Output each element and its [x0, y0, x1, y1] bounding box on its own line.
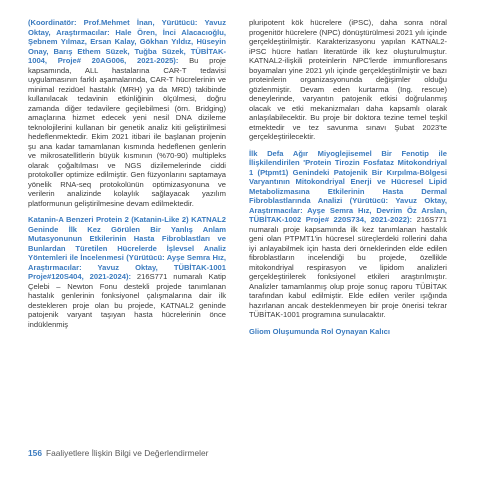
paragraph-heading: Katanin-A Benzeri Protein 2 (Katanin-Like 2) KATNAL2 Geninde İlk Kez Görülen Bir Yanlış Anlam Mutasyonunun Etkilerinin Hasta Fibroblastları ve Bunlardan Türetilen Hücrelerde İşlevsel Analiz Yöntemleri ile İncelenmesi (Yürütücü: Ayşe Semra Hız, Araştırmacılar: Yavuz Oktay, TÜBİTAK-1001 Proje#120S404, 2021-2024): — [28, 215, 226, 281]
paragraph-heading: (Koordinatör: Prof.Mehmet İnan, Yürütücü: Yavuz Oktay, Araştırmacılar: Hale Ören, İnci Alacacıoğlu, Şebnem Yılmaz, Ersan Kalay, Gökhan Yıldız, Hüseyin Onay, Barış Ethem Süzek, Tuğba Süzek, TÜBİTAK-1004, Proje# 20AG006, 2021-2025): — [28, 18, 226, 65]
paragraph-katnal2-continued — [249, 18, 447, 142]
paragraph-car-t-project — [28, 18, 226, 208]
page-footer — [28, 448, 208, 458]
paragraph-heading: İlk Defa Ağır Miyoglejisemel Bir Fenotip ile İlişkilendirilen 'Protein Tirozin Fosfataz Mitokondriyal 1 (Ptpmt1) Genindeki Patojenik Bir Kırpılma-Bölgesi Varyantının Mitokondriyal Enerji ve Hücresel Lipid Metabolizmasına Etkilerinin Hasta Dermal Fibroblastlarında Analizi (Yürütücü: Yavuz Oktay, Araştırmacılar: Ayşe Semra Hız, Devrim Öz Arslan, TÜBİTAK-1002 Proje# 220S734, 2021-2022): — [249, 148, 447, 224]
paragraph-heading: Gliom Oluşumunda Rol Oynayan Kalıcı — [249, 326, 390, 336]
left-column — [28, 18, 226, 336]
paragraph-glioma-project — [249, 327, 447, 337]
paragraph-katnal2-project — [28, 215, 226, 329]
paragraph-body: 216S771 numaralı proje kapsamında ilk kez tanımlanan hastalık geni olan PTPMT1'in hücresel süreçlerdeki rollerini daha iyi anlayabilmek için hasta deri örneklerinden elde edilen fibroblastların incelendiği bu projede, özellikle mitokondriyal respirasyon ve lipidom analizleri gerçekleştirilerek fonksiyonel etkileri araştırılmıştır. Analizler tamamlanmış olup proje sonuç raporu TÜBİTAK tarafından kabul edilmiştir. Elde edilen veriler ışığında hazırlanan ancak desteklenmeyen bir proje önerisi tekrar TÜBİTAK-1001 programına sunulacaktır. — [249, 215, 447, 319]
right-column — [249, 18, 447, 343]
paragraph-body: 216S771 numaralı Katip Çelebi – Newton Fonu destekli projede tanımlanan hastalık genlerinin fonksiyonel çalışmalarına dair ilk destekleren proje olan bu projede, KATNAL2 geninde patojenik varyant taşıyan hasta hücrelerinin önce indüklenmiş — [28, 272, 226, 329]
paragraph-ptpmt1-project — [249, 149, 447, 320]
page-number: 156 — [28, 448, 42, 458]
paragraph-body: Bu proje kapsamında, ALL hastalarına CAR-T tedavisi uygulamasının farklı aşamalarında, CAR-T hücrelerinin ve minimal rezidüel hastalık (MRH) ya da MRD) takibinde kullanılacak tedavinin etkinliğinin ölçülmesi, doğru zamanda diğer tedavilere geçilebilmesi (örn. Bridging) amaçlarına hizmet edecek yeni nesil DNA dizileme teknolojilerini kullanan bir genetik analiz kiti geliştirilmesi hedeflenmektedir. Ekim 2021 itibari ile başlanan projenin şu ana kadar tamamlanan kısmında hedeflenen genlerin ve mikrosatellitlerin büyük kısmının (%70-90) multipleks olarak çoğaltılması ve NGS dizilemelerinde ciddi protokoller optimize edilmiştir. Gen füzyonlarını saptamaya yönelik RNA-seq protokolünün optimizasyonuna ve verilerin analizinde kolaylık sağlayacak yazılım platformunun geliştirilmesine devam edilmektedir. — [28, 56, 226, 208]
footer-section-title: Faaliyetlere İlişkin Bilgi ve Değerlendirmeler — [45, 448, 209, 458]
paragraph-body: pluripotent kök hücrelere (iPSC), daha sonra nöral progenitör hücrelere (NPC) dönüştürülmesi 2021 yılı içinde gerçekleştirilmiştir. Karakterizasyonu yapılan KATNAL2-iPSC hücre hatları literatürde ilk kez oluşturulmuştur. KATNAL2-ilişkili proteinlerin NPC'lerde immunfloresans boyamaları yine 2021 yılı içinde gerçekleştirilmiştir ve bazı proteinlerin organizasyonunda değişimler olduğu gözlenmiştir. Devam eden kurtarma (Ing. rescue) deneylerinde, varyantın patojenik etkisi doğrulanmış olacak ve etki mekanizmaları daha kapsamlı olarak anlaşılabilecektir. Bu proje bir doktora tezine temel teşkil etmektedir ve tez savunma sınavı Şubat 2023'te gerçekleştirilecektir. — [249, 18, 447, 141]
